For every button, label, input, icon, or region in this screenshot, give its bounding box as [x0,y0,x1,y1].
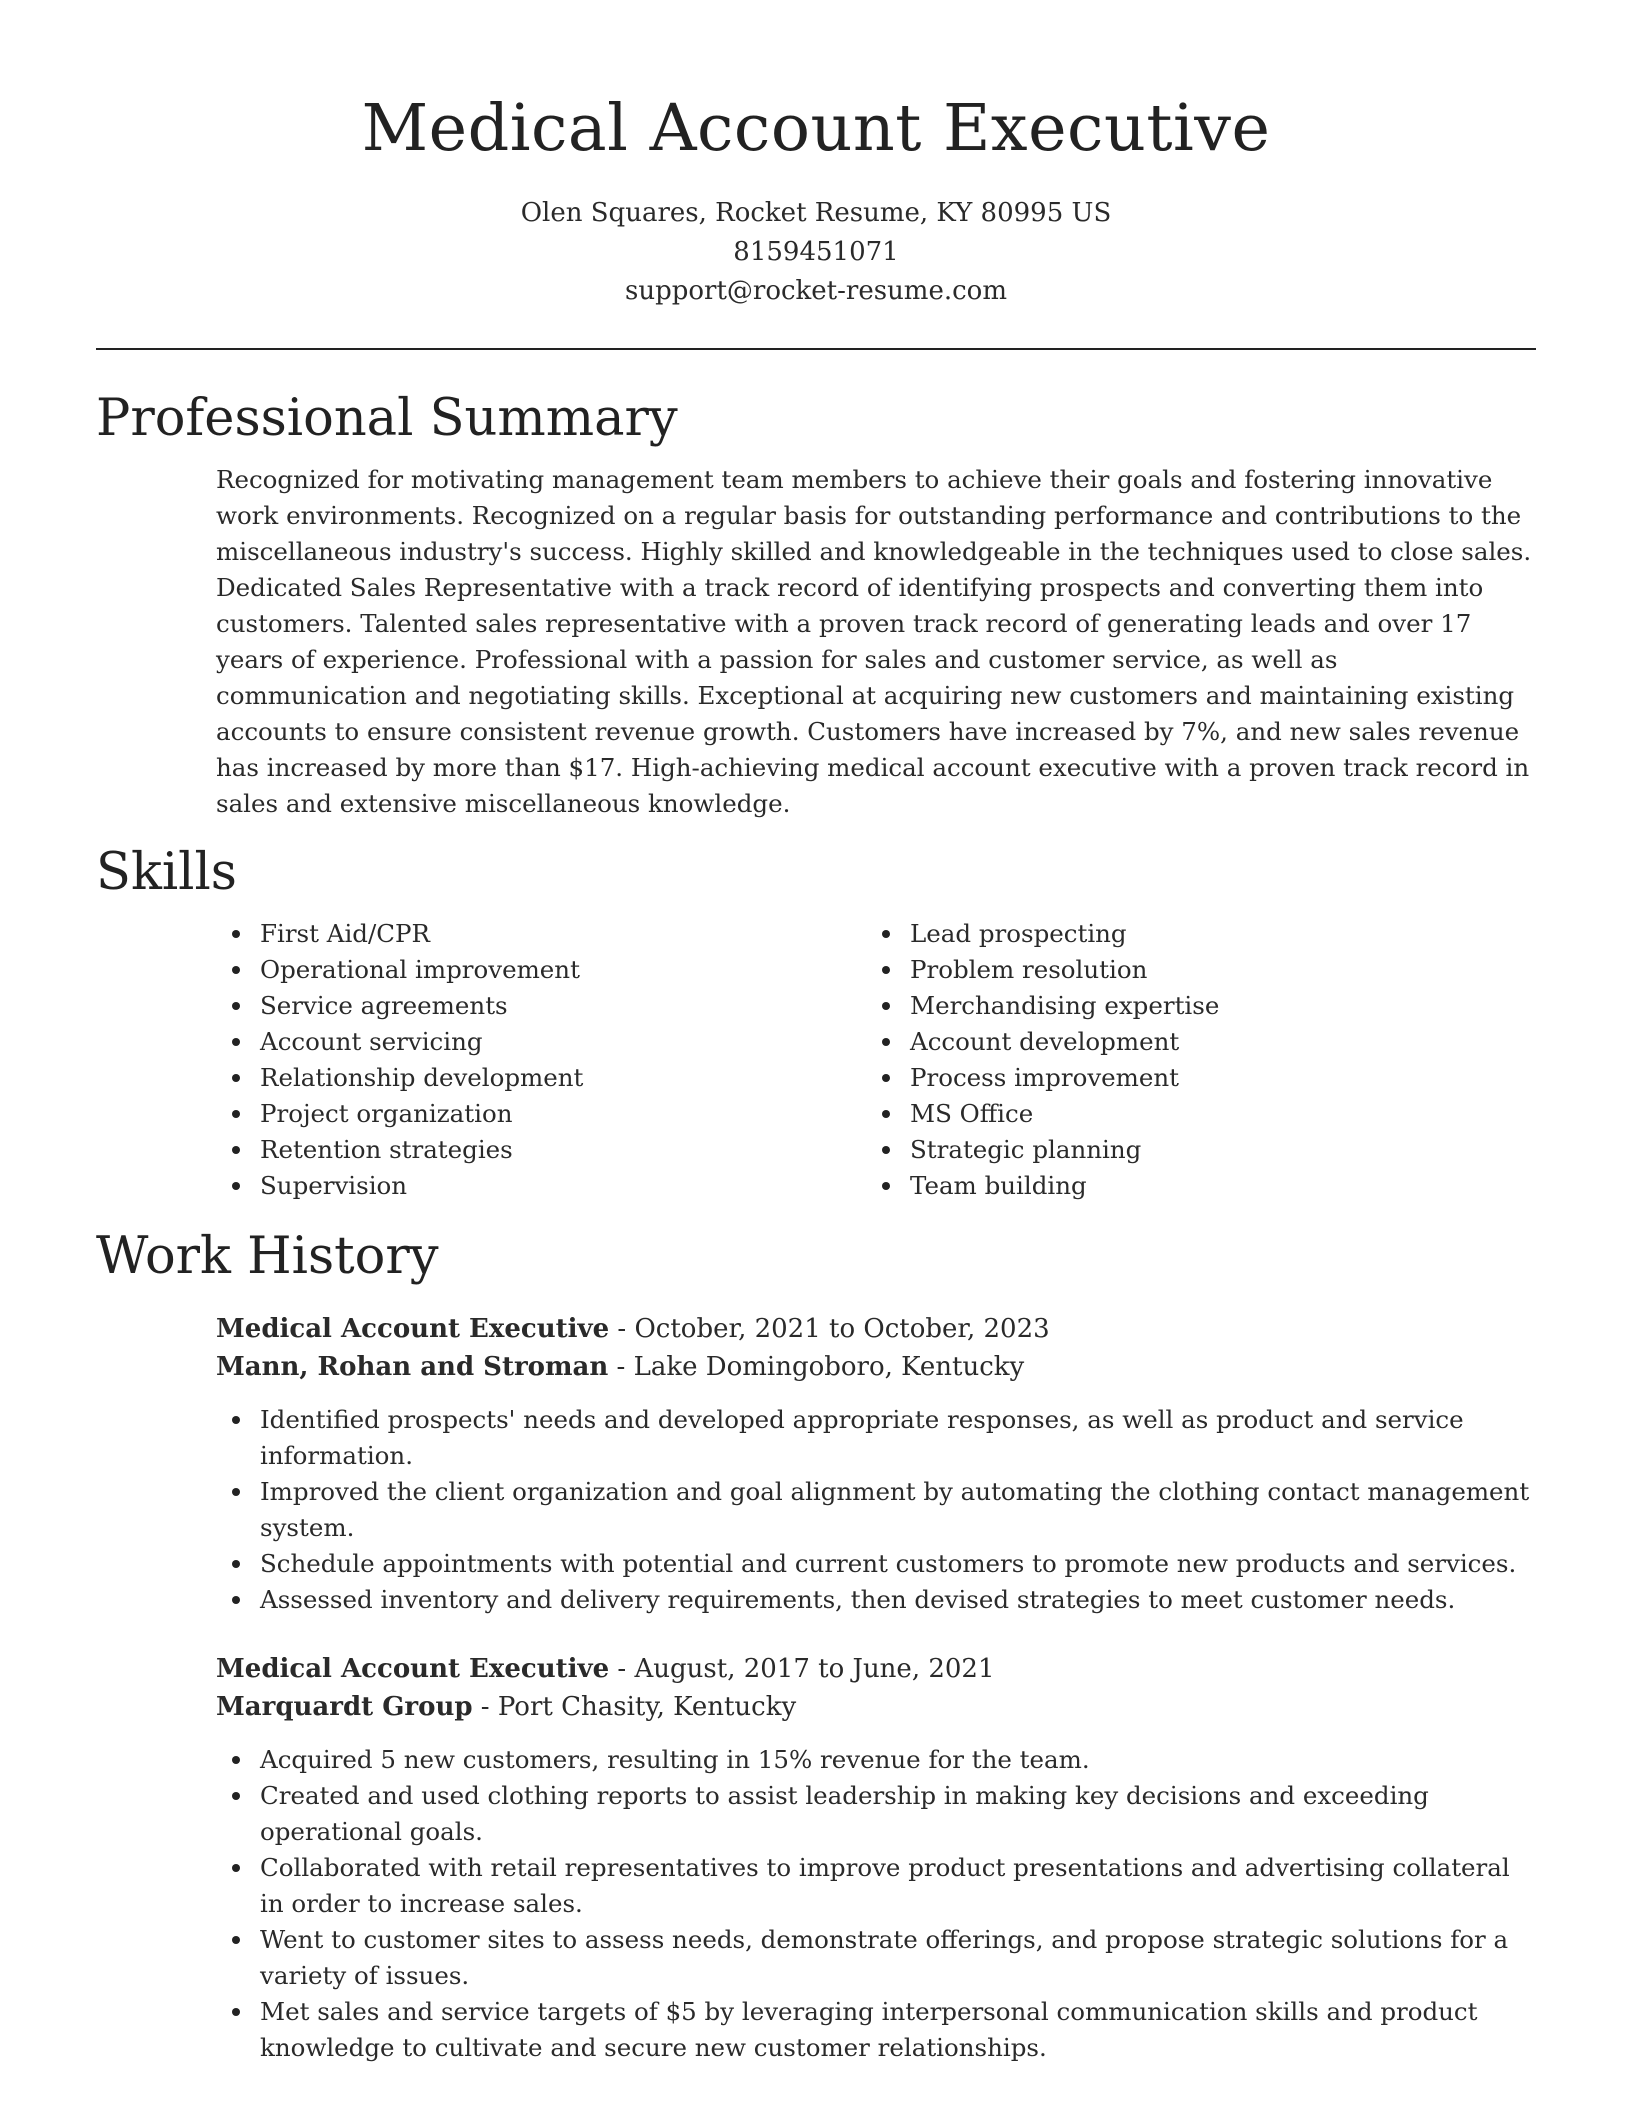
bullet-dot [232,1560,240,1568]
bullet-dot [882,1074,890,1082]
job-role: Medical Account Executive [216,1654,610,1684]
job-role: Medical Account Executive [216,1314,610,1344]
job-bullets [216,1742,1536,2066]
job-bullet: Improved the client organization and goal alignment by automating the clothing contact management system. [216,1474,1536,1546]
job-bullet: Met sales and service targets of $5 by leveraging interpersonal communication skills and product knowledge to cultivate and secure new customer relationships. [216,1994,1536,2066]
bullet-dot [882,1002,890,1010]
bullet-dot [232,1488,240,1496]
bullet-dot [232,1864,240,1872]
bullet-dot [232,966,240,974]
skill-item: Supervision [216,1168,866,1204]
skill-item: MS Office [866,1096,1516,1132]
job-bullet: Went to customer sites to assess needs, demonstrate offerings, and propose strategic solutions for a variety of issues. [216,1922,1536,1994]
job-company: Mann, Rohan and Stroman [216,1352,609,1382]
contact-block [96,194,1536,311]
bullet-dot [232,1038,240,1046]
skill-item: Lead prospecting [866,916,1516,952]
bullet-dot [882,930,890,938]
contact-email: support@rocket-resume.com [624,276,1007,306]
skill-item: First Aid/CPR [216,916,866,952]
job-bullet: Collaborated with retail representatives to improve product presentations and advertising collateral in order to increase sales. [216,1850,1536,1922]
resume-header [96,0,1536,311]
skills-list [216,916,1536,1204]
bullet-dot [232,1002,240,1010]
skill-item: Strategic planning [866,1132,1516,1168]
bullet-dot [882,1038,890,1046]
bullet-dot [232,1792,240,1800]
skill-item: Relationship development [216,1060,866,1096]
skills-heading: Skills [96,843,237,902]
skill-item: Team building [866,1168,1516,1204]
job-bullets [216,1402,1536,1618]
bullet-dot [882,966,890,974]
skill-item: Service agreements [216,988,866,1024]
bullet-dot [882,1110,890,1118]
applicant-title: Medical Account Executive [361,91,1271,166]
job-company: Marquardt Group [216,1692,473,1722]
bullet-dot [232,1416,240,1424]
job-entry [216,1650,1536,2066]
skill-item: Merchandising expertise [866,988,1516,1024]
job-location: - Lake Domingoboro, Kentucky [608,1352,1025,1382]
skill-item: Operational improvement [216,952,866,988]
job-bullet: Schedule appointments with potential and current customers to promote new products and services. [216,1546,1536,1582]
bullet-dot [232,1936,240,1944]
job-dates: - October, 2021 to October, 2023 [609,1314,1050,1344]
summary-text: Recognized for motivating management team members to achieve their goals and fostering innovative work environments. Recognized on a regular basis for outstanding performance and contributions to the miscellaneous industry's success. Highly skilled and knowledgeable in the techniques used to close sales. Dedicated Sales Representative with a track record of identifying prospects and converting them into customers. Talented sales representative with a proven track record of generating leads and over 17 years of experience. Professional with a passion for sales and customer service, as well as communication and negotiating skills. Exceptional at acquiring new customers and maintaining existing accounts to ensure consistent revenue growth. Customers have increased by 7%, and new sales revenue has increased by more than $17. High-achieving medical account executive with a proven track record in sales and extensive miscellaneous knowledge. [216,465,1532,818]
skill-item: Project organization [216,1096,866,1132]
job-role-line [216,1310,1536,1348]
job-role-line [216,1650,1536,1688]
skill-item: Retention strategies [216,1132,866,1168]
contact-address: Olen Squares, Rocket Resume, KY 80995 US [520,198,1112,228]
skill-item: Account servicing [216,1024,866,1060]
bullet-dot [882,1182,890,1190]
job-bullet: Created and used clothing reports to assist leadership in making key decisions and exceeding operational goals. [216,1778,1536,1850]
skill-item: Process improvement [866,1060,1516,1096]
bullet-dot [232,1596,240,1604]
job-location: - Port Chasity, Kentucky [472,1692,797,1722]
job-bullet: Identified prospects' needs and developed appropriate responses, as well as product and service information. [216,1402,1536,1474]
summary-heading: Professional Summary [96,389,678,448]
bullet-dot [232,1756,240,1764]
skill-item: Account development [866,1024,1516,1060]
bullet-dot [232,2008,240,2016]
bullet-dot [882,1146,890,1154]
job-company-line [216,1688,1536,1726]
contact-phone: 8159451071 [733,237,899,267]
job-entry [216,1310,1536,1618]
job-dates: - August, 2017 to June, 2021 [609,1654,995,1684]
bullet-dot [232,1182,240,1190]
job-bullet: Assessed inventory and delivery requirements, then devised strategies to meet customer needs. [216,1582,1536,1618]
work-history-heading: Work History [96,1227,439,1286]
bullet-dot [232,1110,240,1118]
job-company-line [216,1348,1536,1386]
header-divider [96,348,1536,350]
skills-column-right [866,916,1516,1204]
bullet-dot [232,930,240,938]
bullet-dot [232,1146,240,1154]
skills-column-left [216,916,866,1204]
job-bullet: Acquired 5 new customers, resulting in 15% revenue for the team. [216,1742,1536,1778]
skill-item: Problem resolution [866,952,1516,988]
bullet-dot [232,1074,240,1082]
